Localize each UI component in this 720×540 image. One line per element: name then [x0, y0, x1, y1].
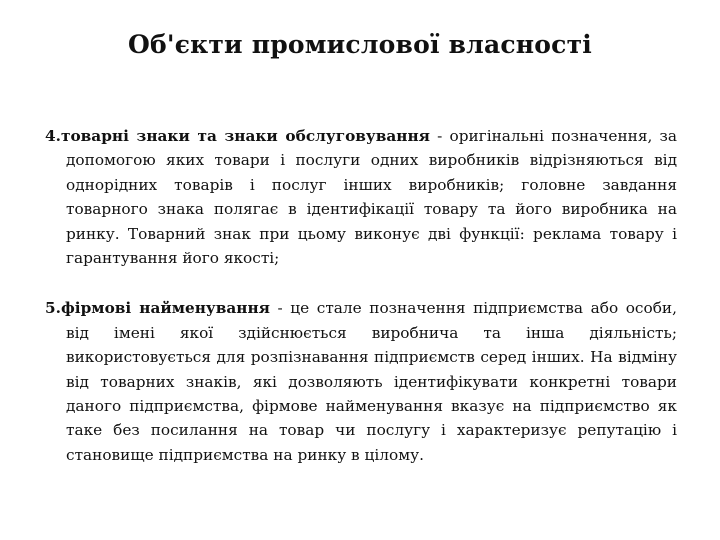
- slide-body: [45, 124, 677, 467]
- slide-title: Об'єкти промислової власності: [127, 30, 592, 59]
- paragraph-number: 5.: [45, 299, 61, 318]
- term-trade-names: фірмові найменування: [60, 299, 270, 318]
- paragraph-trade-names: [45, 296, 677, 467]
- term-separator: -: [429, 127, 450, 145]
- term-separator: -: [269, 299, 291, 318]
- definition-trade-names: це стале позначення підприємства або особи, від імені якої здійснюється виробнича та інша діяльність; використовується для розпізнавання підприємств серед інших. На відміну від товарних знаків, які дозволяють ідентифікувати конкретні товари даного підприємства, фірмове найменування вказує на підприємство як таке без посилання на товар чи послугу і характеризує репутацію і становище підприємства на ринку в цілому.: [66, 299, 677, 464]
- term-trademarks: товарні знаки та знаки обслуговування: [60, 127, 430, 145]
- definition-trademarks: оригінальні позначення, за допомогою яких товари і послуги одних виробників відрізняються від однорідних товарів і послуг інших виробників; головне завдання товарного знака полягає в ідентифікації товару та його виробника на ринку. Товарний знак при цьому виконує дві функції: реклама товару і гарантування його якості;: [66, 127, 677, 268]
- paragraph-number: 4.: [45, 127, 61, 145]
- paragraph-trademarks: [45, 124, 677, 270]
